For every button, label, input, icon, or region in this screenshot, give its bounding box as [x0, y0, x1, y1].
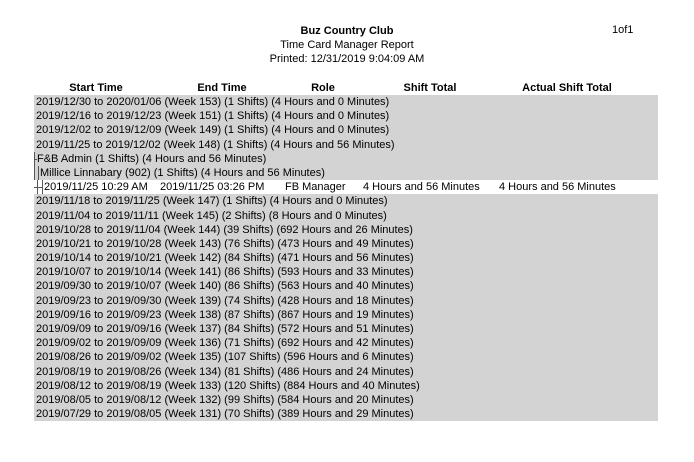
week-group-row[interactable] — [34, 251, 658, 265]
detail-end-time: 2019/11/25 03:26 PM — [160, 181, 265, 194]
column-header-shift-total: Shift Total — [403, 82, 457, 94]
row-label: 2019/12/16 to 2019/12/23 (Week 151) (1 Shifts) (4 Hours and 0 Minutes) — [36, 110, 390, 123]
row-label: 2019/10/28 to 2019/11/04 (Week 144) (39 Shifts) (692 Hours and 26 Minutes) — [36, 223, 413, 236]
row-label: 2019/09/09 to 2019/09/16 (Week 137) (84 Shifts) (572 Hours and 51 Minutes) — [36, 323, 414, 335]
column-header-start-time: Start Time — [69, 82, 123, 94]
report-rows — [34, 95, 658, 421]
week-group-row[interactable] — [34, 223, 658, 237]
week-group-row[interactable] — [34, 237, 658, 251]
row-label: F&B Admin (1 Shifts) (4 Hours and 56 Minutes) — [37, 152, 267, 165]
week-group-row[interactable] — [34, 95, 658, 109]
week-group-row[interactable] — [34, 336, 658, 350]
row-label: 2019/07/29 to 2019/08/05 (Week 131) (70 Shifts) (389 Hours and 29 Minutes) — [36, 408, 414, 421]
detail-role: FB Manager — [285, 181, 346, 194]
row-label: 2019/09/16 to 2019/09/23 (Week 138) (87 Shifts) (867 Hours and 19 Minutes) — [36, 308, 414, 321]
row-label: 2019/10/21 to 2019/10/28 (Week 143) (76 Shifts) (473 Hours and 49 Minutes) — [36, 237, 414, 250]
week-group-row[interactable] — [34, 123, 658, 137]
week-group-row[interactable] — [34, 109, 658, 123]
column-header-actual-shift-total: Actual Shift Total — [522, 82, 612, 94]
detail-shift-total: 4 Hours and 56 Minutes — [363, 181, 480, 194]
row-label: 2019/10/07 to 2019/10/14 (Week 141) (86 Shifts) (593 Hours and 33 Minutes) — [36, 266, 414, 279]
week-group-row[interactable] — [34, 365, 658, 379]
employee-group-row[interactable] — [34, 166, 658, 180]
week-group-row[interactable] — [34, 279, 658, 293]
week-group-row[interactable] — [34, 393, 658, 407]
tree-connector — [34, 159, 37, 160]
week-group-row[interactable] — [34, 308, 658, 322]
row-label: 2019/08/26 to 2019/09/02 (Week 135) (107 Shifts) (596 Hours and 6 Minutes) — [36, 351, 414, 364]
week-group-row[interactable] — [34, 407, 658, 421]
shift-detail-row[interactable] — [34, 180, 658, 194]
report-title: Time Card Manager Report — [280, 39, 414, 51]
column-header-end-time: End Time — [197, 82, 247, 94]
row-label: 2019/08/19 to 2019/08/26 (Week 134) (81 Shifts) (486 Hours and 24 Minutes) — [36, 365, 414, 378]
row-label: 2019/11/04 to 2019/11/11 (Week 145) (2 Shifts) (8 Hours and 0 Minutes) — [36, 209, 387, 222]
row-label: 2019/12/30 to 2020/01/06 (Week 153) (1 Shifts) (4 Hours and 0 Minutes) — [36, 96, 390, 108]
week-group-row[interactable] — [34, 350, 658, 364]
row-label: 2019/09/30 to 2019/10/07 (Week 140) (86 Shifts) (563 Hours and 40 Minutes) — [36, 280, 414, 293]
row-label: 2019/08/05 to 2019/08/12 (Week 132) (99 Shifts) (584 Hours and 20 Minutes) — [36, 393, 414, 406]
week-group-row[interactable] — [34, 194, 658, 208]
printed-timestamp: Printed: 12/31/2019 9:04:09 AM — [269, 53, 425, 65]
company-name: Buz Country Club — [300, 25, 394, 37]
week-group-row[interactable] — [34, 138, 658, 152]
row-label: 2019/09/23 to 2019/09/30 (Week 139) (74 Shifts) (428 Hours and 18 Minutes) — [36, 294, 414, 307]
week-group-row[interactable] — [34, 294, 658, 308]
detail-start-time: 2019/11/25 10:29 AM — [44, 181, 148, 194]
week-group-row[interactable] — [34, 265, 658, 279]
row-label: 2019/11/18 to 2019/11/25 (Week 147) (1 Shifts) (4 Hours and 0 Minutes) — [36, 195, 388, 208]
week-group-row[interactable] — [34, 209, 658, 223]
row-label: 2019/12/02 to 2019/12/09 (Week 149) (1 Shifts) (4 Hours and 0 Minutes) — [36, 124, 390, 137]
tree-connector — [34, 187, 43, 188]
row-label: 2019/09/02 to 2019/09/09 (Week 136) (71 Shifts) (692 Hours and 42 Minutes) — [36, 337, 414, 350]
week-group-row[interactable] — [34, 379, 658, 393]
week-group-row[interactable] — [34, 322, 658, 336]
column-header-role: Role — [311, 82, 335, 94]
row-label: Millice Linnabary (902) (1 Shifts) (4 Hours and 56 Minutes) — [40, 166, 325, 179]
page-number: 1of1 — [612, 24, 634, 36]
department-group-row[interactable] — [34, 152, 658, 166]
row-label: 2019/08/12 to 2019/08/19 (Week 133) (120 Shifts) (884 Hours and 40 Minutes) — [36, 379, 420, 392]
row-label: 2019/11/25 to 2019/12/02 (Week 148) (1 Shifts) (4 Hours and 56 Minutes) — [36, 138, 395, 151]
detail-actual-shift-total: 4 Hours and 56 Minutes — [499, 181, 616, 194]
row-label: 2019/10/14 to 2019/10/21 (Week 142) (84 Shifts) (471 Hours and 56 Minutes) — [36, 252, 414, 265]
